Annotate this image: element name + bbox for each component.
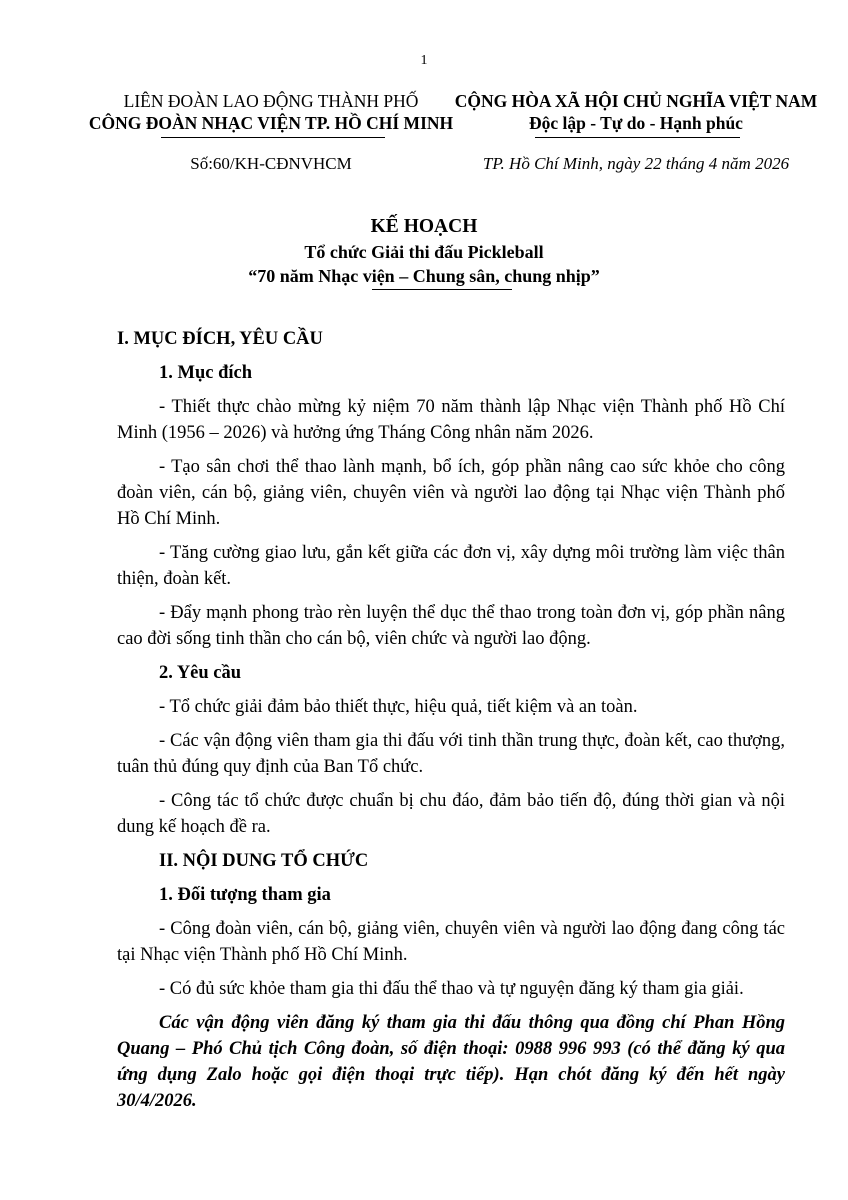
- subsection-heading: 1. Mục đích: [159, 363, 253, 383]
- paragraph: - Đẩy mạnh phong trào rèn luyện thể dục thể thao trong toàn đơn vị, góp phần nâng cao đời sống tinh thần cho cán bộ, viên chức và người lao động.: [117, 603, 785, 649]
- title-main: KẾ HOẠCH: [370, 216, 478, 237]
- org-underline: [161, 137, 385, 138]
- paragraph: - Công tác tổ chức được chuẩn bị chu đáo, đảm bảo tiến độ, đúng thời gian và nội dung kế hoạch đề ra.: [117, 791, 785, 837]
- document-title: [0, 214, 848, 288]
- title-line-3: “70 năm Nhạc viện – Chung sân, chung nhịp”: [248, 266, 600, 286]
- document-body: [117, 326, 785, 1122]
- country-name: CỘNG HÒA XÃ HỘI CHỦ NGHĨA VIỆT NAM: [454, 91, 818, 111]
- organization-header: [86, 90, 456, 134]
- paragraph: - Công đoàn viên, cán bộ, giảng viên, chuyên viên và người lao động đang công tác tại Nhạc viện Thành phố Hồ Chí Minh.: [117, 919, 785, 965]
- paragraph: - Các vận động viên tham gia thi đấu với tinh thần trung thực, đoàn kết, cao thượng, tuân thủ đúng quy định của Ban Tổ chức.: [117, 731, 785, 777]
- paragraph: - Có đủ sức khỏe tham gia thi đấu thể thao và tự nguyện đăng ký tham gia giải.: [159, 979, 744, 999]
- subsection-heading: 2. Yêu cầu: [159, 663, 242, 683]
- title-line-2: Tổ chức Giải thi đấu Pickleball: [304, 242, 544, 262]
- national-header: [448, 90, 824, 134]
- title-underline: [372, 289, 512, 290]
- motto-underline: [535, 137, 740, 138]
- paragraph: - Thiết thực chào mừng kỷ niệm 70 năm thành lập Nhạc viện Thành phố Hồ Chí Minh (1956 – 2026) và hưởng ứng Tháng Công nhân năm 2026.: [117, 397, 785, 443]
- document-date: TP. Hồ Chí Minh, ngày 22 tháng 4 năm 2026: [482, 154, 790, 173]
- paragraph: - Tổ chức giải đảm bảo thiết thực, hiệu quả, tiết kiệm và an toàn.: [159, 697, 638, 717]
- registration-note: Các vận động viên đăng ký tham gia thi đấu thông qua đồng chí Phan Hồng Quang – Phó Chủ tịch Công đoàn, số điện thoại: 0988 996 993 (có thể đăng ký qua ứng dụng Zalo hoặc gọi điện thoại trực tiếp). Hạn chót đăng ký đến hết ngày 30/4/2026.: [117, 1013, 785, 1111]
- org-line-2: CÔNG ĐOÀN NHẠC VIỆN TP. HỒ CHÍ MINH: [88, 113, 454, 133]
- org-line-1: LIÊN ĐOÀN LAO ĐỘNG THÀNH PHỐ: [123, 91, 419, 111]
- subsection-heading: 1. Đối tượng tham gia: [159, 885, 331, 905]
- paragraph: - Tăng cường giao lưu, gắn kết giữa các đơn vị, xây dựng môi trường làm việc thân thiện, đoàn kết.: [117, 543, 785, 589]
- page-number: 1: [420, 53, 428, 68]
- section-heading: I. MỤC ĐÍCH, YÊU CẦU: [117, 329, 323, 349]
- section-heading: II. NỘI DUNG TỔ CHỨC: [159, 851, 369, 871]
- country-motto: Độc lập - Tự do - Hạnh phúc: [529, 113, 743, 133]
- document-number: Số:60/KH-CĐNVHCM: [190, 154, 352, 173]
- paragraph: - Tạo sân chơi thể thao lành mạnh, bổ ích, góp phần nâng cao sức khỏe cho công đoàn viên, cán bộ, giảng viên, chuyên viên và người lao động tại Nhạc viện Thành phố Hồ Chí Minh.: [117, 457, 785, 529]
